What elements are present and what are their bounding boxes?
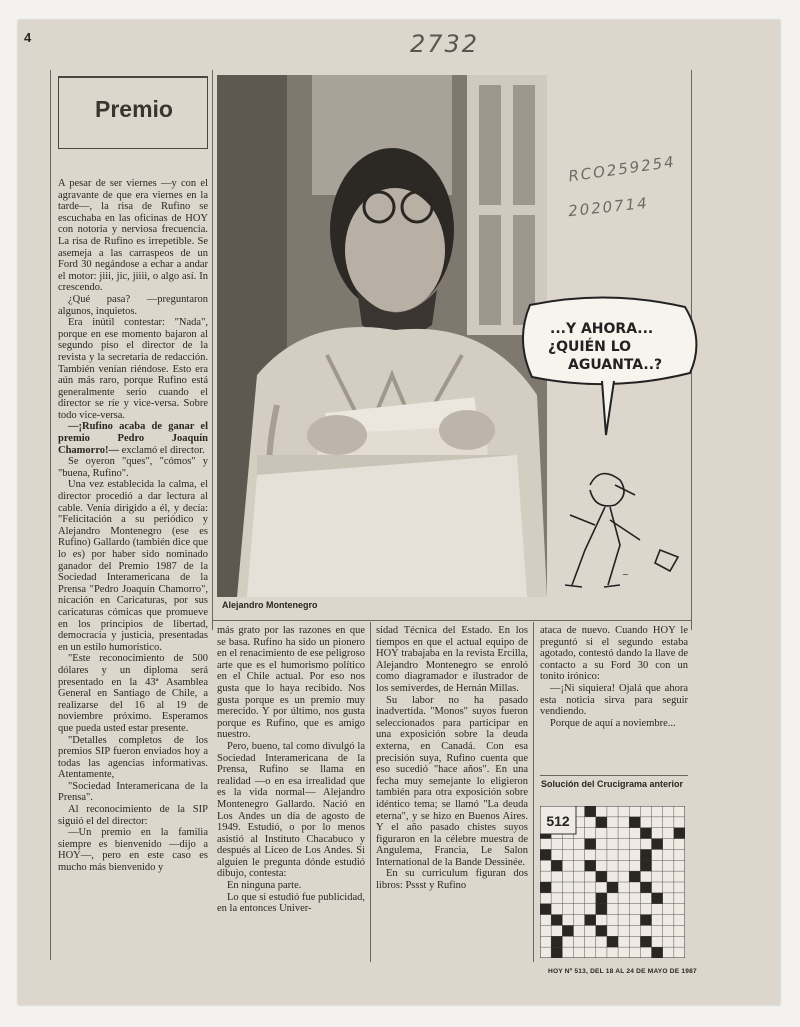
photo-caption: Alejandro Montenegro [222,600,318,610]
section-title: Premio [95,96,173,122]
bold-quote: —¡Rufino acaba de ganar el premio Pedro Joaquín Chamorro!— [58,421,208,456]
article-paragraph: ataca de nuevo. Cuando HOY le preguntó si el segundo estaba agotado, contestó dando la llave de contacto a su Ford 30 con un tonito irónico: [540,625,688,683]
crossword-title: Solución del Crucigrama anterior [541,779,684,789]
article-paragraph: A pesar de ser viernes —y con el agravante de que era viernes en la tarde—, la risa de Rufino se escuchaba en las oficinas de HOY con notoria y nerviosa frecuencia. La risa de Rufino es irrepetible. Se asemeja a las carraspeos de un Ford 30 negándose a echar a andar el motor: jiii, jic, jiiii, o algo así. In crescendo. [58,178,208,294]
svg-text:~: ~ [622,570,629,579]
article-paragraph: Su labor no ha pasado inadvertida. "Monos" suyos fueron seleccionados para participar en una exposición sobre la deuda externa, en Canadá. Con esa precisión suya, Rufino cuenta que eso sucedió "hace años". En una fecha muy semejante lo eligieron también para otra exposición sobre idéntico tema; se llamó "La deuda eterna", y se hizo en Buenos Aires. Y el año pasado chistes suyos figuraron en la célebre muestra de Angulema, Francia, Le Salon International de la Bande Dessinée. [376,694,528,868]
article-paragraph: "Detalles completos de los premios SIP fueron enviados hoy a todas las agencias informativas. Atentamente, [58,734,208,781]
article-paragraph: —¡Ni siquiera! Ojalá que ahora esta noticia sirva para seguir vendiendo. [540,682,688,718]
article-paragraph: Lo que sí estudió fue publicidad, en la entonces Univer- [217,891,365,915]
left-rule [50,70,51,960]
article-column-2 [217,625,365,963]
handwritten-number: 2732 [410,30,480,58]
article-paragraph: sidad Técnica del Estado. En los tiempos en que el actual equipo de HOY trabajaba en la revista Ercilla, Alejandro Montenegro se enroló como diagramador e ilustrador de los semiverdes, de Hernán Millas. [376,625,528,694]
archive-date-stamp: 2020714 [567,193,650,221]
article-paragraph: En ninguna parte. [227,880,302,892]
portrait-photo [217,75,547,597]
bubble-text-line-2: ¿QUIÉN LO [548,339,632,355]
article-paragraph: Porque de aquí a noviembre... [550,717,676,729]
bold-quote-tail: exclamó el director. [119,444,205,456]
article-paragraph [58,421,208,456]
column-rule [533,622,534,962]
article-paragraph: Pero, bueno, tal como divulgó la Sociedad Interamericana de la Prensa, Rufino se llama en realidad —o en esa irrealidad que es la vida normal— Alejandro Montenegro Gallardo. Nació en Los Andes un día de agosto de 1949. Estudió, o por lo menos asistió al Instituto Chacabuco y después al Liceo de Los Andes. Si alguien le pregunta dónde estudió dibujo, contesta: [217,740,365,880]
article-paragraph: Era inútil contestar: "Nada", porque en ese momento bajaron al segundo piso el director de la revista y la secretaria de redacción. También venían riéndose. Esto era aún más raro, porque Rufino está generalmente serio cuando el director se ríe y vice-versa. Sobre todo vice-versa. [58,317,208,421]
article-paragraph: Una vez establecida la calma, el director procedió a dar lectura al cable. Venía dirigido a él, y decía: "Felicitación a su periódico y Alejandro Montenegro (ese es Rufino) Gallardo (también dice que lo es) por haber sido nominado ganador del Premio 1987 de la Sociedad Interamericana de la Prensa "Pedro Joaquín Chamorro", nicación en Caricaturas, por sus caricaturas cómicas que promueve en los principios de libertad, democracia y justicia, presentadas en un estilo humorístico. [58,479,208,653]
article-paragraph: Al reconocimiento de la SIP siguió el del director: [58,804,208,827]
page-footer: HOY Nº 513, DEL 18 AL 24 DE MAYO DE 1987 [548,968,697,975]
crossword-number: 512 [546,813,570,829]
article-column-4 [540,625,688,755]
article-paragraph: "Sociedad Interamericana de la Prensa". [58,780,208,804]
portrait-illustration [217,75,547,597]
bubble-text-line-1: ...Y AHORA... [550,321,654,337]
article-paragraph: "Este reconocimiento de 500 dólares y un diploma será presentado en la 43ª Asamblea General en Santiago de Chile, a realizarse del 16 al 19 de noviembre próximo. Esperamos que pueda usted estar presente. [58,653,208,734]
bubble-text-line-3: AGUANTA..? [568,357,663,373]
article-paragraph: más grato por las razones en que se basa. Rufino ha sido un pionero en el renacimiento de ese peligroso arte que es el humorismo político en el Chile actual. Por eso nos gusta que lo haya recibido. Nos gusta porque es un premio muy merecido. Y por último, nos gusta porque es Rufino, que es amigo nuestro. [217,625,365,741]
section-rule [212,620,692,621]
box-rule [540,775,688,776]
article-column-1 [58,178,208,963]
archive-code-stamp: RCO259254 [567,152,677,186]
section-title-box [58,76,208,149]
cartoon-illustration [510,295,705,600]
article-paragraph: ¿Qué pasa? —preguntaron algunos, inquietos. [58,293,208,317]
article-column-3 [376,625,528,963]
column-rule [212,70,213,630]
article-paragraph: Se oyeron "ques", "cómos" y "buena, Rufino". [58,456,208,479]
article-paragraph: —Un premio en la familia siempre es bienvenido —dijo a HOY—, pero en este caso es mucho más bienvenido y [58,827,208,874]
page-number: 4 [24,30,32,45]
column-rule [370,622,371,962]
crossword-grid [540,806,685,958]
article-paragraph: En su curriculum figuran dos libros: Pssst y Rufino [376,868,528,892]
